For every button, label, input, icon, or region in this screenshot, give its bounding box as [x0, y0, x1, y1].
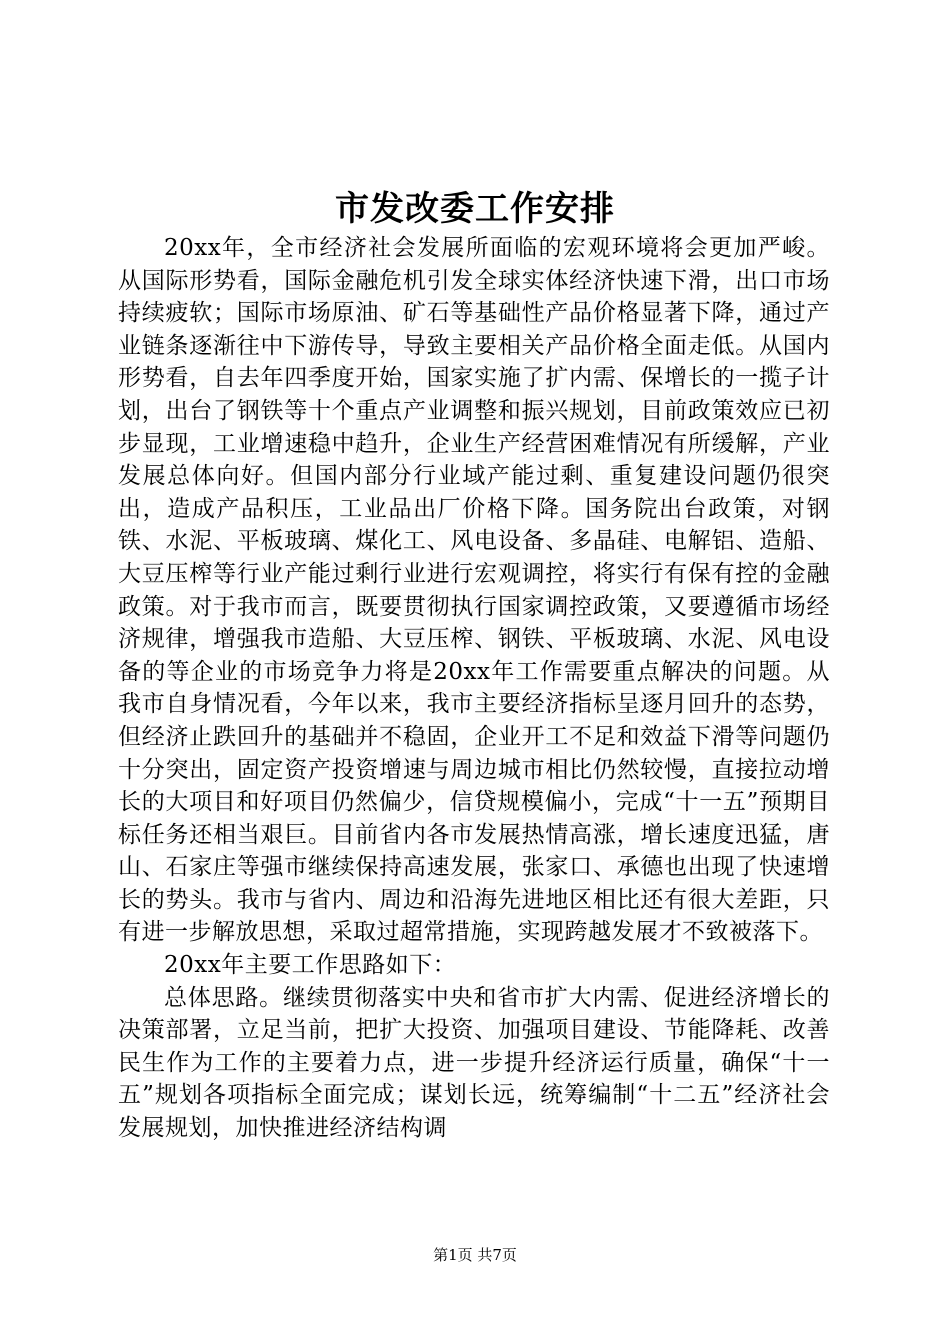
page-number-footer: 第1页 共7页	[433, 1246, 517, 1264]
paragraph-work-ideas-intro: 20xx年主要工作思路如下：	[164, 952, 457, 979]
paragraph-overall-approach: 总体思路。继续贯彻落实中央和省市扩大内需、促进经济增长的决策部署，立足当前，把扩大投资、加强项目建设、节能降耗、改善民生作为工作的主要着力点，进一步提升经济运行质量，确保“十一五”规划各项指标全面完成；谋划长远，统筹编制“十二五”经济社会发展规划，加快推进经济结构调	[118, 984, 830, 1142]
document-body	[118, 232, 830, 1145]
paragraph-context: 20xx年，全市经济社会发展所面临的宏观环境将会更加严峻。从国际形势看，国际金融危机引发全球实体经济快速下滑，出口市场持续疲软；国际市场原油、矿石等基础性产品价格显著下降，通过产业链条逐渐往中下游传导，导致主要相关产品价格全面走低。从国内形势看，自去年四季度开始，国家实施了扩内需、保增长的一揽子计划，出台了钢铁等十个重点产业调整和振兴规划，目前政策效应已初步显现，工业增速稳中趋升，企业生产经营困难情况有所缓解，产业发展总体向好。但国内部分行业域产能过剩、重复建设问题仍很突出，造成产品积压，工业品出厂价格下降。国务院出台政策，对钢铁、水泥、平板玻璃、煤化工、风电设备、多晶硅、电解铝、造船、大豆压榨等行业产能过剩行业进行宏观调控，将实行有保有控的金融政策。对于我市而言，既要贯彻执行国家调控政策，又要遵循市场经济规律，增强我市造船、大豆压榨、钢铁、平板玻璃、水泥、风电设备的等企业的市场竞争力将是20xx年工作需要重点解决的问题。从我市自身情况看，今年以来，我市主要经济指标呈逐月回升的态势，但经济止跌回升的基础并不稳固，企业开工不足和效益下滑等问题仍十分突出，固定资产投资增速与周边城市相比仍然较慢，直接拉动增长的大项目和好项目仍然偏少，信贷规模偏小，完成“十一五”预期目标任务还相当艰巨。目前省内各市发展热情高涨，增长速度迅猛，唐山、石家庄等强市继续保持高速发展，张家口、承德也出现了快速增长的势头。我市与省内、周边和沿海先进地区相比还有很大差距，只有进一步解放思想，采取过超常措施，实现跨越发展才不致被落下。	[118, 235, 830, 946]
document-title: 市发改委工作安排	[335, 189, 615, 229]
